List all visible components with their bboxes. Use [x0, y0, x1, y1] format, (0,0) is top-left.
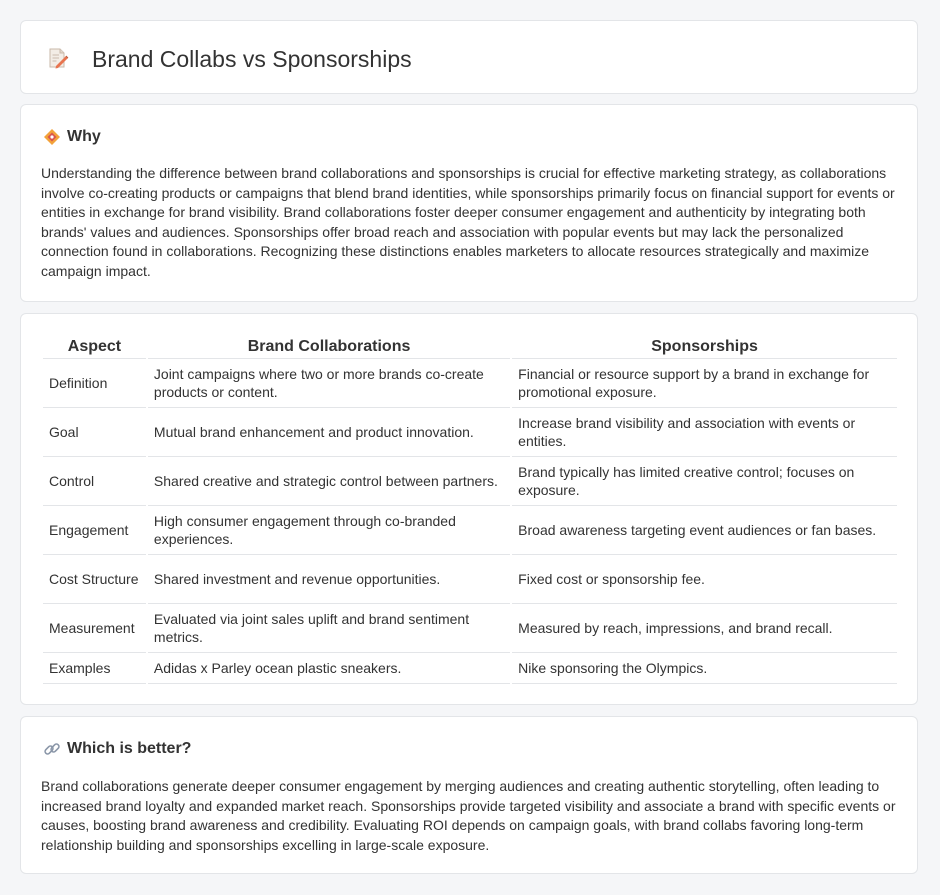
which-is-better-section [20, 716, 918, 874]
why-title: Why [67, 128, 101, 145]
aspect-cell: Control [43, 457, 146, 506]
header-card [20, 20, 918, 94]
sponsor-cell: Broad awareness targeting event audiences or fan bases. [512, 506, 897, 555]
table-row [43, 506, 897, 555]
comparison-table [41, 336, 899, 684]
aspect-cell: Examples [43, 653, 146, 684]
header-brand-collaborations: Brand Collaborations [148, 336, 510, 359]
table-header-row [43, 336, 897, 359]
table-row [43, 408, 897, 457]
table-row [43, 555, 897, 604]
why-section [20, 104, 918, 302]
collab-cell: Mutual brand enhancement and product innovation. [148, 408, 510, 457]
sponsor-cell: Fixed cost or sponsorship fee. [512, 555, 897, 604]
collab-cell: Shared investment and revenue opportunities. [148, 555, 510, 604]
table-row [43, 653, 897, 684]
aspect-cell: Measurement [43, 604, 146, 653]
collab-cell: Adidas x Parley ocean plastic sneakers. [148, 653, 510, 684]
collab-cell: High consumer engagement through co-branded experiences. [148, 506, 510, 555]
collab-cell: Shared creative and strategic control between partners. [148, 457, 510, 506]
why-text: Understanding the difference between brand collaborations and sponsorships is crucial for effective marketing strategy, as collaborations involve co-creating products or campaigns that blend brand identities, while sponsorships primarily focus on financial support for events or entities in exchange for brand visibility. Brand collaborations foster deeper consumer engagement and authenticity by integrating both brands' values and audiences. Sponsorships offer broad reach and association with popular events but may lack the personalized connection found in collaborations. Recognizing these distinctions enables marketers to allocate resources strategically and maximize campaign impact. [41, 165, 895, 279]
comparison-card [20, 313, 918, 705]
aspect-cell: Goal [43, 408, 146, 457]
sponsor-cell: Nike sponsoring the Olympics. [512, 653, 897, 684]
sponsor-cell: Measured by reach, impressions, and brand recall. [512, 604, 897, 653]
header-aspect: Aspect [43, 336, 146, 359]
table-row [43, 604, 897, 653]
sponsor-cell: Brand typically has limited creative control; focuses on exposure. [512, 457, 897, 506]
sponsor-cell: Financial or resource support by a brand in exchange for promotional exposure. [512, 359, 897, 408]
aspect-cell: Definition [43, 359, 146, 408]
collab-cell: Evaluated via joint sales uplift and brand sentiment metrics. [148, 604, 510, 653]
collab-cell: Joint campaigns where two or more brands co-create products or content. [148, 359, 510, 408]
which-is-better-text: Brand collaborations generate deeper consumer engagement by merging audiences and creating authentic storytelling, often leading to increased brand loyalty and expanded market reach. Sponsorships provide targeted visibility and associate a brand with specific events or causes, boosting brand awareness and credibility. Evaluating ROI depends on campaign goals, with brand collabs favoring long-term relationship building and sponsorships excelling in large-scale exposure. [41, 778, 896, 853]
header-sponsorships: Sponsorships [512, 336, 897, 359]
aspect-cell: Cost Structure [43, 555, 146, 604]
which-is-better-title: Which is better? [67, 740, 192, 757]
link-icon [43, 740, 61, 758]
page-title: Brand Collabs vs Sponsorships [92, 46, 412, 72]
table-row [43, 457, 897, 506]
table-row [43, 359, 897, 408]
aspect-cell: Engagement [43, 506, 146, 555]
document-pencil-icon [47, 47, 69, 69]
diamond-icon [43, 128, 61, 146]
sponsor-cell: Increase brand visibility and association with events or entities. [512, 408, 897, 457]
